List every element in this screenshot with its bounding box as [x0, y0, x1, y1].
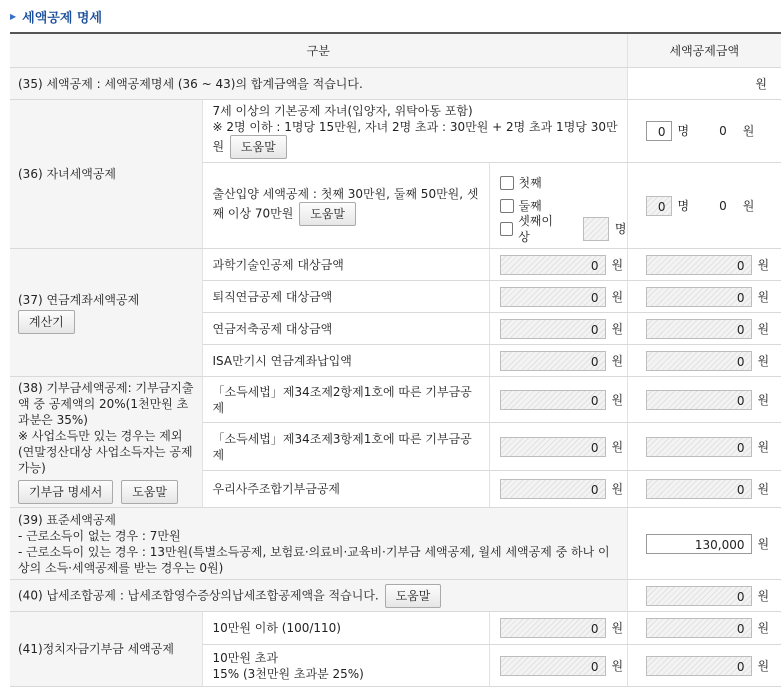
donation-base-input[interactable]: 0 — [500, 479, 606, 499]
donation-base-input[interactable]: 0 — [500, 390, 606, 410]
pension-base-input[interactable]: 0 — [500, 351, 606, 371]
birth-count-input[interactable]: 0 — [646, 196, 672, 216]
row-38-item-label: 「소득세법」제34조제2항제1호에 따른 기부금공제 — [202, 377, 489, 423]
row-38-item-label: 「소득세법」제34조제3항제1호에 따른 기부금공제 — [202, 423, 489, 470]
help-button-38[interactable]: 도움말 — [121, 480, 178, 504]
won-unit: 원 — [757, 658, 770, 673]
row-40 — [10, 580, 781, 612]
won-unit: 원 — [742, 198, 755, 213]
row-41-1 — [10, 612, 781, 645]
row-38-1 — [10, 377, 781, 423]
header-category: 구분 — [10, 33, 627, 68]
section-header — [10, 6, 102, 26]
won-unit: 원 — [611, 481, 624, 496]
row-41-label: (41)정치자금기부금 세액공제 — [10, 612, 202, 687]
myeong-unit: 명 — [677, 198, 690, 213]
help-button-36a[interactable]: 도움말 — [230, 135, 287, 159]
pension-base-input[interactable]: 0 — [500, 319, 606, 339]
row-40-label: (40) 납세조합공제 : 납세조합영수증상의납세조합공제액을 적습니다. — [18, 588, 379, 602]
won-unit: 원 — [611, 289, 624, 304]
donation-statement-button[interactable]: 기부금 명세서 — [18, 480, 113, 504]
child-count-input[interactable]: 0 — [646, 121, 672, 141]
pension-amount-input[interactable]: 0 — [646, 255, 752, 275]
first-child-checkbox[interactable] — [500, 176, 514, 190]
political-amount-input[interactable]: 0 — [646, 656, 752, 676]
table-header-row — [10, 33, 781, 68]
won-unit: 원 — [757, 621, 770, 635]
won-unit: 원 — [611, 392, 624, 407]
row-38-label: (38) 기부금세액공제: 기부금지출액 중 공제액의 20%(1천만원 초과분은 35%) ※ 사업소득만 있는 경우는 제외(연말정산대상 사업소득자는 공제 가능) — [18, 381, 194, 475]
won-unit: 원 — [611, 439, 624, 454]
row-37-label: (37) 연금계좌세액공제 — [18, 292, 140, 307]
won-unit: 원 — [757, 257, 770, 272]
donation-amount-input[interactable]: 0 — [646, 479, 752, 499]
won-unit: 원 — [757, 439, 770, 454]
won-unit: 원 — [757, 481, 770, 496]
donation-base-input[interactable]: 0 — [500, 437, 606, 457]
won-unit: 원 — [611, 321, 624, 336]
row-37-1 — [10, 249, 781, 281]
pension-amount-input[interactable]: 0 — [646, 319, 752, 339]
row-37-item-label: 퇴직연금공제 대상금액 — [202, 281, 489, 313]
calculator-button[interactable]: 계산기 — [18, 310, 75, 334]
row-41-item-label: 10만원 이하 (100/110) — [202, 612, 489, 645]
won-unit: 원 — [611, 621, 624, 635]
political-base-input[interactable]: 0 — [500, 618, 606, 638]
row-38-item-label: 우리사주조합기부금공제 — [202, 470, 489, 507]
myeong-unit: 명 — [614, 221, 627, 236]
row-36-label: (36) 자녀세액공제 — [10, 100, 202, 249]
triangle-bullet-icon: ▶ — [10, 11, 17, 21]
won-unit: 원 — [757, 353, 770, 368]
page-title: 세액공제 명세 — [22, 10, 103, 26]
pension-base-input[interactable]: 0 — [500, 255, 606, 275]
header-amount: 세액공제금액 — [627, 33, 781, 68]
third-child-checkbox[interactable] — [500, 222, 514, 236]
won-unit: 원 — [611, 353, 624, 368]
myeong-unit: 명 — [677, 124, 690, 138]
won-unit: 원 — [755, 76, 768, 91]
row-39-label: (39) 표준세액공제 - 근로소득이 없는 경우 : 7만원 - 근로소득이 있는 경우 : 13만원(특별소득공제, 보험료·의료비·교육비·기부금 세액공제, 월세 세액공제 중 하나 이상의 소득·세액공제를 받는 경우는 0원) — [10, 508, 627, 580]
donation-amount-input[interactable]: 0 — [646, 390, 752, 410]
won-unit: 원 — [757, 588, 770, 603]
political-base-input[interactable]: 0 — [500, 656, 606, 676]
won-unit: 원 — [757, 392, 770, 407]
row-39 — [10, 508, 781, 580]
tax-credit-table — [10, 32, 781, 687]
row-36b-amount: 0 — [719, 198, 727, 213]
third-child-label: 셋째이상 — [518, 213, 553, 244]
third-child-count-input[interactable] — [583, 217, 609, 241]
pension-amount-input[interactable]: 0 — [646, 351, 752, 371]
pension-amount-input[interactable]: 0 — [646, 287, 752, 307]
second-child-label: 둘째 — [518, 198, 542, 213]
first-child-label: 첫째 — [518, 175, 542, 190]
pension-base-input[interactable]: 0 — [500, 287, 606, 307]
won-unit: 원 — [742, 124, 755, 138]
row-35-label: (35) 세액공제 : 세액공제명세 (36 ~ 43)의 합계금액을 적습니다. — [10, 68, 627, 100]
help-button-36b[interactable]: 도움말 — [299, 202, 356, 226]
donation-amount-input[interactable]: 0 — [646, 437, 752, 457]
second-child-checkbox[interactable] — [500, 199, 514, 213]
row-41-item-label: 10만원 초과 15% (3천만원 초과분 25%) — [202, 645, 489, 687]
row-36a-text: 7세 이상의 기본공제 자녀(입양자, 위탁아동 포함) ※ 2명 이하 : 1명당 15만원, 자녀 2명 초과 : 30만원 + 2명 초과 1명당 30만원 — [212, 104, 618, 154]
won-unit: 원 — [757, 321, 770, 336]
won-unit: 원 — [611, 257, 624, 272]
row-37-item-label: 연금저축공제 대상금액 — [202, 313, 489, 345]
political-amount-input[interactable]: 0 — [646, 618, 752, 638]
won-unit: 원 — [757, 536, 770, 551]
standard-credit-input[interactable]: 130,000 — [646, 534, 752, 554]
help-button-40[interactable]: 도움말 — [385, 584, 442, 608]
row-35 — [10, 68, 781, 100]
won-unit: 원 — [611, 658, 624, 673]
row-36a — [10, 100, 781, 163]
row-37-item-label: 과학기술인공제 대상금액 — [202, 249, 489, 281]
won-unit: 원 — [757, 289, 770, 304]
row-36b-text: 출산입양 세액공제 : 첫째 30만원, 둘째 50만원, 셋째 이상 70만원 — [212, 186, 479, 220]
tax-union-credit-input[interactable]: 0 — [646, 586, 752, 606]
row-37-item-label: ISA만기시 연금계좌납입액 — [202, 345, 489, 377]
row-36a-amount: 0 — [719, 124, 727, 138]
